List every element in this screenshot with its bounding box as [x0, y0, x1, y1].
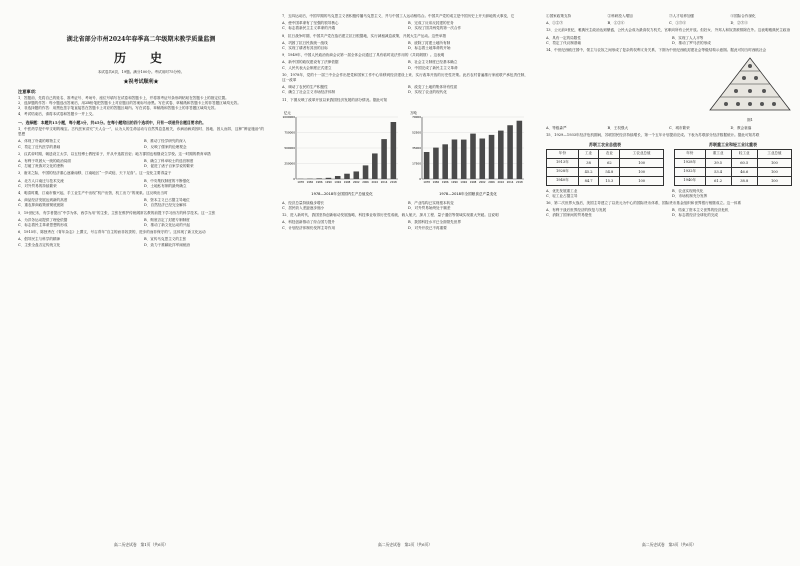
x-tick-label: 1990 — [451, 180, 458, 184]
y-tick-label: 250000 — [284, 161, 295, 166]
option: B．确立了科举取士的选官制度 — [144, 159, 194, 164]
option: A．调动了农民的生产积极性 — [282, 85, 328, 90]
notice-item: 1．答题前，先将自己的姓名、准考证号、考场号、座位号填写在试卷和答题卡上，并将准考证号条形码粘贴在答题卡上的指定位置。 — [18, 96, 229, 100]
y-tick-label: 0 — [419, 176, 421, 181]
y-tick-label: 500000 — [284, 145, 295, 150]
bar — [452, 139, 458, 179]
option: D．标志着土地革命的开始 — [408, 46, 451, 51]
table-cell: 100 — [620, 167, 664, 176]
bar — [442, 144, 448, 179]
x-tick-label: 1994 — [334, 180, 342, 184]
table-header: 重工业 — [705, 149, 731, 158]
x-tick-label: 1998 — [343, 180, 351, 184]
question-options — [546, 126, 792, 131]
question-stem: 6．1915年，陈独秀在《青年杂志》上撰文，号召青年“自主的而非奴隶的，进步的而非保守的”。这体现了新文化运动 — [18, 230, 206, 235]
table-cell: 1928年 — [675, 158, 706, 167]
option: D．对外贸易始终处于顺差 — [408, 206, 451, 211]
question-options — [18, 198, 264, 208]
x-tick-label: 1982 — [432, 180, 440, 184]
option: A．具有一定的局限性 — [546, 35, 581, 40]
table-cell: 1940年 — [675, 176, 706, 185]
option: C．计划经济体制仍发挥主导作用 — [282, 225, 336, 230]
table-row — [675, 158, 792, 167]
option: D．自然经济已经完全解体 — [144, 203, 187, 208]
question-stem: 12．进入新时代，我国坚持创新驱动发展战略，科技事业取得历史性成就，载人航天、探月工程、量子通信等领域实现重大突破。这说明 — [282, 213, 499, 218]
x-tick-label: 2018 — [390, 180, 397, 184]
x-tick-label: 1982 — [306, 180, 314, 184]
page-footer: 高二历史试卷 第2页（共6页） — [377, 542, 433, 547]
bar — [381, 139, 387, 179]
question-stem: 10．1978年，党的十一届三中全会作出把党和国家工作中心转移到经济建设上来、实行改革开放的历史性决策。此后农村普遍推行家庭联产承包责任制，这一改革 — [282, 72, 528, 83]
option: D．标志着经济全球化的完成 — [672, 213, 719, 218]
question-stem: 7．五四运动后，中国早期的马克思主义者积极传播马克思主义，并与中国工人运动相结合。中国共产党的成立是中国历史上开天辟地的大事变，它 — [282, 14, 515, 18]
table-cell: 46.6 — [731, 167, 757, 176]
bar — [470, 133, 476, 178]
bar — [507, 125, 513, 179]
x-tick-label: 2010 — [497, 180, 505, 184]
option: A．经济总量持续稳步增长 — [282, 200, 325, 205]
table-cell: 1928年 — [547, 167, 579, 176]
table-cell: 60.5 — [731, 158, 757, 167]
table-row — [675, 176, 792, 185]
x-tick-label: 1986 — [315, 180, 323, 184]
chart-row — [282, 107, 528, 197]
bar — [424, 152, 430, 179]
table-header: 年份 — [675, 149, 706, 158]
question-stem: 8．抗日战争时期，中国共产党在敌后建立抗日根据地，实行减租减息政策，开展大生产运动。这些举措 — [282, 33, 447, 38]
question-stem: 9．1949年，中国人民政治协商会议第一届全体会议通过了具有临时宪法作用的《共同纲领》。这表明 — [282, 53, 445, 58]
option: D．实现了国共两党的第一次合作 — [408, 26, 462, 31]
option: D．市场机制充分发挥 — [672, 193, 708, 198]
question-options — [282, 201, 528, 211]
question-options — [282, 220, 528, 230]
option: C．实现了耕者有其田的目标 — [282, 46, 328, 51]
question-stem: 5．19世纪末，有学者提出“中学为体，西学为用”的主张，主张在维护传统纲常名教的前提下学习西方的科学技术。这一主张 — [18, 210, 216, 215]
option: B．废除了封建土地所有制 — [408, 40, 451, 45]
y-axis-label: 亿元 — [284, 110, 291, 115]
table-cell: 53.4 — [705, 167, 731, 176]
table-cell: 54.8 — [599, 167, 620, 176]
table-header-row — [547, 149, 664, 158]
option: C．人民代表大会制度正式建立 — [282, 65, 332, 70]
option: B．彻底否定了封建专制制度 — [144, 217, 190, 222]
bar — [391, 122, 397, 179]
exam-meta: 本试卷共6页，19题。满分100分。考试用时75分钟。 — [97, 70, 185, 74]
bar — [489, 135, 495, 179]
table-cell: 15.3 — [599, 176, 620, 185]
option: A．使中国革命有了坚强的领导核心 — [282, 21, 339, 26]
notice-item: 2．选择题的作答：每小题选出答案后，用2B铅笔把答题卡上对应题目的答案标号涂黑。写在试卷、草稿纸和答题卡上的非答题区域均无效。 — [18, 101, 241, 106]
table-cell: 38 — [578, 158, 599, 167]
table-cell: 1932年 — [675, 167, 706, 176]
option: B．产业结构已实现根本转变 — [408, 200, 454, 205]
question-options — [546, 36, 792, 46]
option: D．促进了诸子百家学说的繁荣 — [144, 164, 194, 169]
exam-page-2 — [282, 14, 528, 552]
x-tick-label: 1978 — [297, 180, 304, 184]
bar — [479, 138, 485, 178]
bar — [433, 147, 439, 178]
option: A．北方人口南迁与技术交流 — [18, 178, 64, 183]
table-row — [547, 158, 664, 167]
bar — [344, 174, 350, 179]
option: B．王权强大 — [607, 126, 629, 131]
option: A．有利于巩固大一统的政治局面 — [18, 159, 71, 164]
bar — [353, 171, 359, 179]
option: C．主张全盘否定传统文化 — [18, 242, 61, 247]
bar — [517, 121, 523, 179]
table-header-row — [675, 149, 792, 158]
table-cell: 39.5 — [705, 158, 731, 167]
option: D．实现了农业的现代化 — [408, 90, 447, 95]
table-cell: 1940年 — [547, 176, 579, 185]
option: C．确立了社会主义市场经济体制 — [282, 90, 336, 95]
y-tick-label: 17500 — [412, 161, 421, 166]
option: C．标志着民主革命思想的形成 — [18, 223, 68, 228]
option: B．资本主义已占据主导地位 — [144, 198, 190, 203]
option: D．致力于推翻北洋军阀统治 — [144, 242, 191, 247]
subitem: ③人才培养加强 — [669, 14, 695, 18]
page-footer: 高二历史试卷 第1页（共6页） — [113, 542, 169, 547]
data-table — [674, 149, 792, 186]
table-cell: 100 — [757, 167, 791, 176]
x-tick-label: 1994 — [460, 180, 468, 184]
table-header: 轻工业 — [731, 149, 757, 158]
question-options — [18, 237, 264, 247]
exam-title: 湖北省部分市州2024年春季高二年级期末教学质量监测 — [66, 36, 216, 43]
option: B．社会主义制度已经基本确立 — [408, 60, 458, 65]
table-header: 工业 — [578, 149, 599, 158]
x-tick-label: 2014 — [380, 180, 388, 184]
question-options — [282, 85, 528, 95]
option: A．科技创新推动了综合国力提升 — [282, 220, 335, 225]
secret-stamp: ★祝考试顺利★ — [123, 79, 159, 85]
question-stem: 3．唐宋之际，中国的经济重心逐渐南移，江南地区“一岁或稔，天下足食”。这一变化主要得益于 — [18, 171, 172, 176]
y-tick-label: 52500 — [412, 130, 421, 135]
table-header: 工农业总值 — [620, 149, 664, 158]
table-right — [674, 142, 792, 186]
option: D．推动了罗马法的形成 — [672, 40, 711, 45]
x-tick-label: 2014 — [506, 180, 514, 184]
question-options — [18, 159, 264, 169]
x-tick-label: 1978 — [423, 180, 430, 184]
question-options — [546, 208, 792, 218]
page-footer: 高二历史试卷 第3页（共6页） — [641, 542, 697, 547]
table-cell: 100 — [757, 176, 791, 185]
option: C．打破了贵族对文化的垄断 — [18, 164, 64, 169]
option: B．实现了人人平等 — [672, 35, 704, 40]
table-cell: 100 — [757, 158, 791, 167]
question-stem: 16．第二次世界大战后，美国主导建立了以美元为中心的国际货币体系，国际货币基金组织和世界银行相继成立。这一体系 — [546, 201, 742, 206]
bar — [335, 176, 341, 179]
option: B．农业实现现代化 — [672, 188, 704, 193]
x-tick-label: 2006 — [362, 180, 369, 184]
y-tick-label: 1000000 — [282, 114, 295, 119]
table-header: 年份 — [547, 149, 579, 158]
option: B．中央集权制度的不断强化 — [144, 178, 190, 183]
option: B．结束了资本主义世界的经济危机 — [672, 208, 729, 213]
option: A．体现了朴素的唯物主义 — [18, 139, 61, 144]
question-stem: 13．公元前5世纪，雅典民主政治达到鼎盛，公民大会成为最高权力机关，官职向所有公民开放。但妇女、外邦人和奴隶被排除在外。这表明雅典民主政治 — [546, 28, 791, 33]
notice-item: 4．考试结束后，请将本试卷和答题卡一并上交。 — [18, 111, 96, 116]
grain-bar-chart — [408, 107, 528, 197]
option: B．完成了反帝反封建的任务 — [408, 21, 454, 26]
table-row — [675, 167, 792, 176]
option: C．居民收入差距逐步缩小 — [282, 206, 325, 211]
exam-page-1 — [18, 14, 264, 552]
option: C．城市繁荣 — [669, 126, 690, 131]
x-tick-label: 1998 — [469, 180, 477, 184]
option: A．倡导民主与科学的精神 — [18, 237, 61, 242]
bar — [498, 130, 504, 178]
x-tick-label: 1986 — [441, 180, 449, 184]
option: A．为洋务运动提供了理论依据 — [18, 217, 68, 222]
option: B．①②④ — [607, 21, 625, 26]
y-tick-label: 750000 — [284, 130, 295, 135]
chart-title: 1978—2018年全国国内生产总值变化 — [311, 191, 373, 196]
tables-row — [546, 142, 792, 186]
figure-container — [546, 56, 792, 123]
x-tick-label: 2002 — [478, 180, 486, 184]
option: B．改变了土地的集体所有性质 — [408, 85, 458, 90]
y-tick-label: 35000 — [412, 145, 421, 150]
question-subitems — [546, 14, 792, 19]
option: D．教会衰落 — [730, 126, 752, 131]
table-row — [547, 176, 664, 185]
question-stem: 14．中世纪西欧庄园中，领主与农奴之间形成了复杂的权利义务关系，下图为中世纪西欧封建社会等级结构示意图。据此可知当时西欧社会 — [546, 48, 767, 53]
x-tick-label: 2002 — [352, 180, 360, 184]
option: D．中国完成了新民主主义革命 — [408, 65, 458, 70]
option: A．优先发展重工业 — [546, 188, 578, 193]
notice-item: 3．非选择题的作答：用黑色签字笔直接答在答题卡上对应的答题区域内。写在试卷、草稿纸和答题卡上的非答题区域均无效。 — [18, 106, 218, 111]
notice-heading: 注意事项： — [18, 89, 39, 94]
chart-title: 1978—2018年全国粮食总产量变化 — [439, 191, 497, 196]
option: D．对外开放已不再重要 — [408, 225, 447, 230]
option: D．反映了儒家的伦理观念 — [144, 144, 187, 149]
option: A．有利于战后世界经济的恢复与发展 — [546, 208, 607, 213]
exam-page-3 — [546, 14, 792, 552]
option: A．巩固了抗日民族统一战线 — [282, 40, 328, 45]
question-options — [282, 60, 528, 70]
table-cell: 62 — [599, 158, 620, 167]
x-tick-label: 2010 — [371, 180, 379, 184]
question-options — [282, 41, 528, 51]
table-title: 苏联工农业总值表 — [589, 141, 621, 147]
question-options — [282, 21, 528, 31]
question-options — [546, 189, 792, 199]
question-stem: 4．明清时期，江南市镇兴起，手工业生产中出现“机户出资，机工出力”的现象。这反映出当时 — [18, 191, 168, 196]
table-header: 农业 — [599, 149, 620, 158]
option: D．土地私有制的最终确立 — [144, 183, 187, 188]
y-tick-label: 70000 — [412, 114, 421, 119]
option: C．标志着新民主主义革命的开端 — [282, 26, 336, 31]
subitem: ④国际合作深化 — [730, 14, 756, 18]
table-cell: 1913年 — [547, 158, 579, 167]
bar — [326, 178, 332, 179]
option: D．推动了新文化运动的兴起 — [144, 223, 191, 228]
option: C．奠定了代议制基础 — [546, 40, 582, 45]
option: C．对外贸易的持续繁荣 — [18, 183, 57, 188]
bar — [363, 165, 369, 179]
bar — [372, 153, 378, 179]
option: B．推动了经学研究的深入 — [144, 139, 187, 144]
table-row — [547, 167, 664, 176]
x-tick-label: 2006 — [488, 180, 495, 184]
option: B．我国科技水平已全面领先世界 — [408, 220, 461, 225]
option: C．消除了国家间的贸易壁垒 — [546, 213, 592, 218]
table-header: 工业总值 — [757, 149, 791, 158]
table-title: 苏联重工业和轻工业比重表 — [709, 141, 757, 147]
table-cell: 38.8 — [731, 176, 757, 185]
question-options — [18, 179, 264, 189]
table-cell: 45.2 — [578, 167, 599, 176]
option: C．奠定了近代医学的基础 — [18, 144, 61, 149]
question-stem: 11．下图反映了改革开放以来我国经济发展的部分情况。据此可知 — [282, 97, 388, 102]
x-tick-label: 1990 — [325, 180, 332, 184]
option: C．①③④ — [669, 21, 687, 26]
gdp-bar-chart — [282, 107, 402, 197]
option: B．宣传马克思主义的主张 — [144, 237, 187, 242]
option: A．等级森严 — [546, 126, 567, 131]
option: A．①②③ — [546, 21, 563, 26]
option: A．商品经济发展达到新的高度 — [18, 198, 68, 203]
option: C．重农抑商政策被彻底废除 — [18, 203, 64, 208]
figure-caption: 图1 — [747, 118, 753, 123]
bar — [316, 178, 322, 179]
hierarchy-pyramid-figure — [708, 56, 792, 114]
question-options — [546, 21, 792, 26]
bar — [461, 139, 467, 178]
table-left — [546, 142, 664, 186]
table-cell: 100 — [620, 158, 664, 167]
question-stem: 15．1929—1933年经济危机期间，苏联国民经济持续增长，第一个五年计划提前完成。下表为苏联部分经济数据统计。据此可知苏联 — [546, 133, 760, 138]
y-tick-label: 0 — [293, 176, 295, 181]
section-heading: 一、选择题：本题共15小题，每小题3分，共45分。在每小题给出的四个选项中，只有一项是符合题目要求的。 — [18, 119, 206, 125]
y-axis-label: 万吨 — [410, 110, 417, 115]
question-stem: 1．中医药学是中华文明的瑰宝。古代医家讲究“天人合一”，认为人的生命活动与自然界息息相关，诊病治病须因时、因地、因人而异，这种“辨证施治”的思想 — [18, 127, 264, 137]
table-cell: 84.7 — [578, 176, 599, 185]
question-options — [18, 218, 264, 228]
table-cell: 61.2 — [705, 176, 731, 185]
subject-title: 历 史 — [113, 51, 168, 65]
option: D．②③④ — [730, 21, 748, 26]
subitem: ①国家政策支持 — [546, 14, 572, 18]
option: C．轻工业占据主导 — [546, 193, 578, 198]
subitem: ②科研投入增加 — [607, 14, 633, 18]
table-cell: 100 — [620, 176, 664, 185]
data-table — [546, 149, 664, 186]
x-tick-label: 2018 — [516, 180, 523, 184]
question-options — [18, 139, 264, 149]
question-stem: 2．汉武帝时期，朝廷设立太学，以五经博士教授弟子，并从中选拔官吏；地方郡国也相继设立学校。这一时期的教育举措 — [18, 151, 211, 156]
option: A．新中国的政权建设有了法律依据 — [282, 60, 339, 65]
